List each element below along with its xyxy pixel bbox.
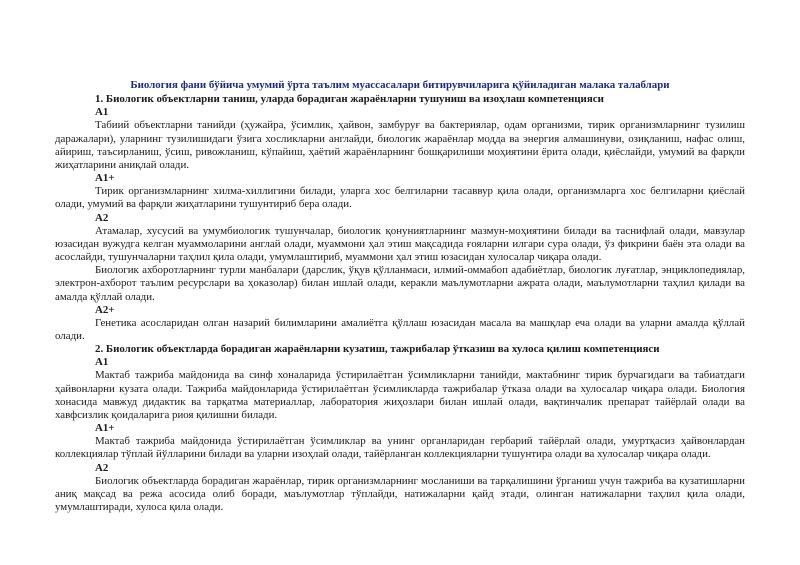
level-label: A2+ bbox=[95, 303, 115, 316]
paragraph: Мактаб тажриба майдонида ва синф хоналарида ўстирилаётган ўсимликларни танийди, мактабнинг тирик бурчагидаги ва табиатдаги ҳайвонларни кузата олади. Тажриба майдонларида ўстирилаётган ўсимликларда тажрибалар ўтказа олади ва хулосалар чиқара олади. Биология хонасида мавжуд дидактик ва тарқатма материаллар, лаборатория жиҳозлари билан ишлай олади, вақтинчалик препарат тайёрлай олади ва хавфсизлик қоидаларига риоя қилишни билади. bbox=[55, 369, 745, 421]
document-page bbox=[55, 79, 745, 514]
level-label: A1 bbox=[95, 106, 109, 119]
level-label: A1+ bbox=[95, 422, 115, 435]
paragraph: Биологик объектларда борадиган жараёнлар, тирик организмларнинг мосланиши ва тарқалишини ўрганиш учун тажриба ва кузатишларни аниқ мақсад ва режа асосида олиб боради, маълумотлар тўплайди, натижаларни қайд этади, олинган натижаларни таҳлил қила олади, умумлаштиради, хулоса қила олади. bbox=[55, 474, 745, 513]
section-heading: 1. Биологик объектларни таниш, уларда борадиган жараёнларни тушуниш ва изоҳлаш компетенцияси bbox=[95, 93, 604, 106]
paragraph: Мактаб тажриба майдонида ўстирилаётган ўсимликлар ва унинг органларидан гербарий тайёрлай олади, умуртқасиз ҳайвонлардан коллекциялар тўплай йўлларини билади ва уларни изоҳлай олади, тайёрланган коллекцияларни тушунтира олади ва хулосалар чиқара олади. bbox=[55, 435, 745, 461]
paragraph: Атамалар, хусусий ва умумбиологик тушунчалар, биологик қонуниятларнинг мазмун-моҳиятини билади ва таснифлай олади, мавзулар юзасидан вужудга келган муаммоларини англай олади, муаммони ҳал этиш мақсадида ғояларни илгари сура олади, ўз фикрини баён эта олади ва асослайди, тушунчаларни таҳлил қила олади, умумлаштириб, муаммони ҳал этиш юзасидан хулосалар чиқара олади. bbox=[55, 224, 745, 264]
paragraph: Биологик ахборотларнинг турли манбалари (дарслик, ўқув қўлланмаси, илмий-оммабоп адабиётлар, биологик луғатлар, энциклопедиялар, электрон-ахборот таълим ресурслари ва ҳоказолар) билан ишлай олади, керакли маълумотларни ажрата олади, маълумотларни таҳлил қилади ва амалда қўллай олади. bbox=[55, 264, 745, 303]
level-label: A2 bbox=[95, 211, 109, 224]
level-label: A1+ bbox=[95, 172, 115, 185]
paragraph: Табиий объектларни танийди (ҳужайра, ўсимлик, ҳайвон, замбуруғ ва бактериялар, одам организми, тирик организмларнинг тузилиш даражалари), уларнинг тузилишидаги ўзига хосликларни англайди, биологик жараёнлар модда ва энергия алмашинуви, озиқланиш, нафас олиш, айириш, таъсирланиш, ўсиш, ривожланиш, кўпайиш, ҳаётий жараёнларнинг бошқарилиши моҳиятини ёрита олади, қиёслайди, умумий ва фарқли жиҳатларини аниқлай олади. bbox=[55, 119, 745, 171]
level-label: A2 bbox=[95, 461, 109, 474]
paragraph: Тирик организмларнинг хилма-хиллигини билади, уларга хос белгиларни тасаввур қила олади, организмларга хос белгиларни қиёслай олади, умумий ва фарқли жиҳатларини тушунтириб бера олади. bbox=[55, 185, 745, 211]
paragraph: Генетика асосларидан олган назарий билимларини амалиётга қўллаш юзасидан масала ва машқлар ечa олади ва уларни амалда қўллай олади. bbox=[55, 316, 745, 342]
level-label: A1 bbox=[95, 356, 109, 369]
document-title: Биология фани бўйича умумий ўрта таълим муассасалари битирувчиларига қўйиладиган малака талаблари bbox=[130, 79, 670, 91]
section-heading: 2. Биологик объектларда борадиган жараёнларни кузатиш, тажрибалар ўтказиш ва хулоса қилиш компетенцияси bbox=[95, 343, 660, 356]
